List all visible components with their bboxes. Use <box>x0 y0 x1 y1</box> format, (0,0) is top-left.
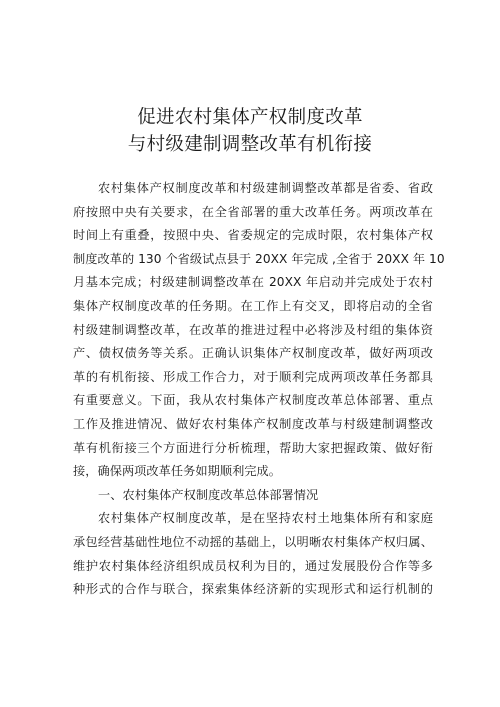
paragraph-1-line: 接，确保两项改革任务如期顺利完成。 <box>73 464 282 479</box>
paragraph-1-line: 工作及推进情况、做好农村集体产权制度改革与村级建制调整改 <box>73 416 433 431</box>
paragraph-2-line: 种形式的合作与联合，探索集体经济新的实现形式和运行机制的 <box>73 582 433 597</box>
paragraph-1-line: 时间上有重叠，按照中央、省委规定的完成时限，农村集体产权 <box>73 228 433 243</box>
paragraph-1-line: 府按照中央有关要求，在全省部署的重大改革任务。两项改革在 <box>73 204 433 219</box>
document-title <box>60 104 440 158</box>
document-body <box>73 177 445 602</box>
paragraph-1-line: 村级建制调整改革，在改革的推进过程中必将涉及村组的集体资 <box>73 322 433 337</box>
paragraph-1-line: 月基本完成；村级建制调整改革在 20XX 年启动并完成处于农村 <box>73 275 433 290</box>
paragraph-1-line: 集体产权制度改革的任务期。在工作上有交叉，即将启动的全省 <box>73 298 433 313</box>
paragraph-1-line: 农村集体产权制度改革和村级建制调整改革都是省委、省政 <box>98 181 433 195</box>
title-line-2: 与村级建制调整改革有机衔接 <box>127 134 373 155</box>
paragraph-1-line: 革有机衔接三个方面进行分析梳理，帮助大家把握政策、做好衔 <box>73 440 433 455</box>
paragraph-2-line: 维护农村集体经济组织成员权利为目的，通过发展股份合作等多 <box>73 558 433 573</box>
paragraph-2-line: 承包经营基础性地位不动摇的基础上，以明晰农村集体产权归属、 <box>73 534 433 549</box>
paragraph-1-line: 革的有机衔接、形成工作合力，对于顺利完成两项改革任务都具 <box>73 369 433 384</box>
section-heading-1: 一、农村集体产权制度改革总体部署情况 <box>98 487 319 502</box>
paragraph-2-line: 农村集体产权制度改革，是在坚持农村土地集体所有和家庭 <box>98 511 433 526</box>
title-line-1: 促进农村集体产权制度改革 <box>137 107 363 128</box>
paragraph-1-line: 有重要意义。下面，我从农村集体产权制度改革总体部署、重点 <box>73 393 433 408</box>
paragraph-1-line: 制度改革的 130 个省级试点县于 20XX 年完成 ,全省于 20XX 年 10 <box>73 251 445 266</box>
paragraph-1-line: 产、债权债务等关系。正确认识集体产权制度改革，做好两项改 <box>73 346 433 361</box>
